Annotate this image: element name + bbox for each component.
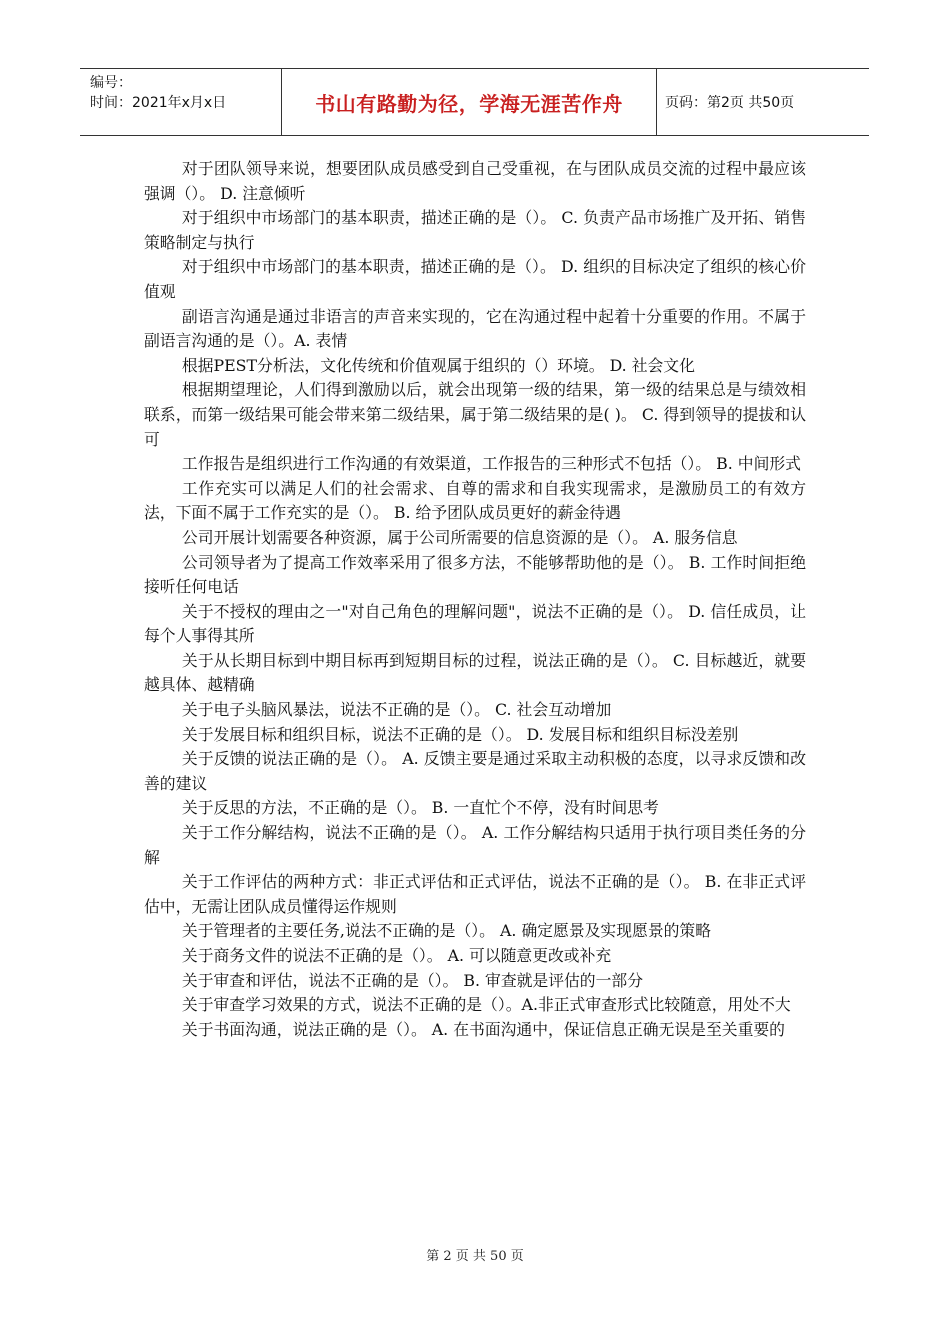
paragraph: 对于组织中市场部门的基本职责，描述正确的是（）。 C. 负责产品市场推广及开拓、销售策略制定与执行 [144, 208, 806, 252]
page-header [80, 68, 869, 136]
header-page-label: 页码：第2页 共50页 [665, 95, 795, 111]
page-footer: 第 2 页 共 50 页 [426, 1249, 524, 1264]
document-body [144, 157, 806, 1042]
paragraph: 关于电子头脑风暴法，说法不正确的是（）。 C. 社会互动增加 [181, 700, 612, 720]
paragraph: 副语言沟通是通过非语言的声音来实现的，它在沟通过程中起着十分重要的作用。不属于副语言沟通的是（）。A. 表情 [144, 306, 806, 351]
paragraph: 对于组织中市场部门的基本职责，描述正确的是（）。 D. 组织的目标决定了组织的核心价值观 [144, 257, 806, 301]
paragraph: 关于审查和评估，说法不正确的是（）。 B. 审查就是评估的一部分 [181, 970, 643, 990]
paragraph: 关于工作评估的两种方式：非正式评估和正式评估，说法不正确的是（）。 B. 在非正式评估中，无需让团队成员懂得运作规则 [144, 872, 806, 916]
paragraph: 关于审查学习效果的方式，说法不正确的是（）。A.非正式审查形式比较随意，用处不大 [181, 995, 791, 1015]
paragraph: 公司开展计划需要各种资源，属于公司所需要的信息资源的是（）。 A. 服务信息 [181, 527, 738, 547]
paragraph: 关于管理者的主要任务,说法不正确的是（）。 A. 确定愿景及实现愿景的策略 [181, 921, 712, 941]
paragraph: 根据期望理论，人们得到激励以后，就会出现第一级的结果，第一级的结果总是与绩效相联系，而第一级结果可能会带来第二级结果，属于第二级结果的是( )。 C. 得到领导的提拔和认可 [144, 380, 806, 449]
header-motto: 书山有路勤为径，学海无涯苦作舟 [282, 69, 657, 135]
paragraph: 关于发展目标和组织目标，说法不正确的是（）。 D. 发展目标和组织目标没差别 [181, 724, 739, 744]
paragraph: 工作充实可以满足人们的社会需求、自尊的需求和自我实现需求，是激励员工的有效方法，下面不属于工作充实的是（）。 B. 给予团队成员更好的薪金待遇 [144, 478, 806, 523]
paragraph: 关于反馈的说法正确的是（）。 A. 反馈主要是通过采取主动积极的态度，以寻求反馈和改善的建议 [144, 749, 806, 793]
number-label: 编号： [90, 75, 132, 91]
paragraph: 关于书面沟通，说法正确的是（）。 A. 在书面沟通中，保证信息正确无误是至关重要的 [181, 1019, 785, 1039]
paragraph: 工作报告是组织进行工作沟通的有效渠道，工作报告的三种形式不包括（）。 B. 中间形式 [181, 454, 801, 474]
paragraph: 关于从长期目标到中期目标再到短期目标的过程，说法正确的是（）。 C. 目标越近，就要越具体、越精确 [144, 650, 806, 695]
paragraph: 关于不授权的理由之一"对自己角色的理解问题"，说法不正确的是（）。 D. 信任成员，让每个人事得其所 [144, 601, 806, 646]
paragraph: 对于团队领导来说，想要团队成员感受到自己受重视，在与团队成员交流的过程中最应该强调（）。 D. 注意倾听 [144, 159, 806, 203]
paragraph: 根据PEST分析法，文化传统和价值观属于组织的（）环境。 D. 社会文化 [181, 355, 695, 375]
paragraph: 关于商务文件的说法不正确的是（）。 A. 可以随意更改或补充 [181, 946, 612, 965]
paragraph: 公司领导者为了提高工作效率采用了很多方法，不能够帮助他的是（）。 B. 工作时间拒绝接听任何电话 [144, 552, 806, 597]
paragraph: 关于反思的方法，不正确的是（）。 B. 一直忙个不停，没有时间思考 [181, 798, 659, 818]
paragraph: 关于工作分解结构，说法不正确的是（）。 A. 工作分解结构只适用于执行项目类任务的分解 [144, 823, 806, 867]
header-meta [80, 69, 282, 135]
time-label: 时间：2021年x月x日 [90, 95, 227, 111]
